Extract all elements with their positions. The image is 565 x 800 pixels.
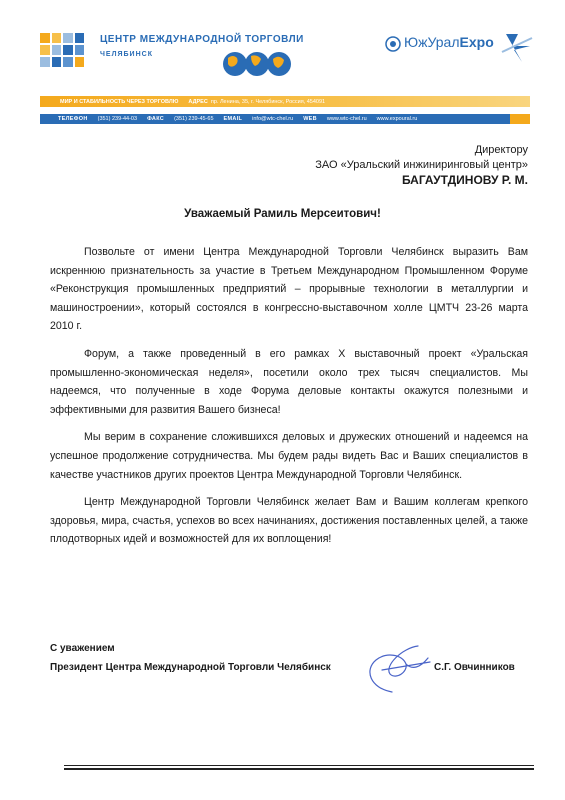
address-label: АДРЕС [188, 98, 208, 105]
fax: (351) 239-45-65 [174, 116, 214, 122]
web-label: WEB [303, 116, 317, 122]
band-accent [510, 114, 530, 124]
web-link-1: www.wtc-chel.ru [326, 116, 367, 122]
signer-name: С.Г. Овчинников [434, 662, 515, 673]
phone: (351) 239-44-03 [97, 116, 138, 122]
contacts-band [40, 114, 530, 124]
org-city: ЧЕЛЯБИНСК [100, 51, 153, 58]
expo-wordmark: ЮжУралExpo [404, 34, 494, 50]
org-name: ЦЕНТР МЕЖДУНАРОДНОЙ ТОРГОВЛИ [100, 34, 304, 45]
email-label: EMAIL [223, 116, 243, 122]
closing-block [50, 639, 530, 677]
paragraph: Мы верим в сохранение сложившихся деловых и дружеских отношений и надеемся на успешное продолжение сотрудничества. Мы будем рады видеть Вас и Ваших специалистов в качестве участников других проектов Центра Международной Торговли Челябинск. [50, 431, 528, 481]
letter-body [50, 243, 528, 558]
wtc-globes-logo [222, 48, 292, 80]
address: пр. Ленина, 35, г. Челябинск, Россия, 454091 [210, 98, 326, 105]
handwritten-signature [362, 640, 434, 700]
slogan-band [40, 96, 530, 107]
web-link-2: www.expoural.ru [376, 116, 418, 122]
addressee-block [315, 143, 528, 188]
footer-rule-thick [64, 768, 534, 770]
closing-title: Президент Центра Международной Торговли Челябинск [50, 662, 331, 673]
closing-regards: С уважением [50, 643, 115, 654]
greeting: Уважаемый Рамиль Мерсеитович! [184, 208, 381, 220]
fax-label: ФАКС [147, 116, 165, 122]
addressee-company: ЗАО «Уральский инжиниринговый центр» [315, 159, 528, 171]
addressee-position: Директору [474, 144, 528, 156]
paragraph: Позвольте от имени Центра Международной Торговли Челябинск выразить Вам искреннюю признательность за участие в Третьем Международном Промышленном Форуме «Реконструкция промышленных предприятий – прорывные технологии в металлургии и машиностроении», который состоялся в конгрессно-выставочном холле ЦМТЧ 23-26 марта 2010 г. [50, 246, 528, 333]
paragraph: Форум, а также проведенный в его рамках X выставочный проект «Уральская промышленно-экономическая неделя», посетили около трех тысяч специалистов. Мы надеемся, что полученные в ходе Форума деловые контакты окажутся полезными и эффективными для развития Вашего бизнеса! [50, 347, 528, 416]
footer-rule [64, 765, 534, 766]
phone-label: ТЕЛЕФОН [58, 116, 88, 122]
email-link: info@wtc-chel.ru [252, 116, 294, 122]
addressee-name: БАГАУТДИНОВУ Р. М. [402, 173, 528, 187]
slogan: МИР И СТАБИЛЬНОСТЬ ЧЕРЕЗ ТОРГОВЛЮ [60, 98, 179, 105]
paragraph: Центр Международной Торговли Челябинск желает Вам и Вашим коллегам крепкого здоровья, мира, счастья, успехов во всех начинаниях, достижения поставленных целей, а также плодотворных идей и возможностей для их воплощения! [50, 496, 528, 546]
wtc-logo-squares [40, 33, 84, 67]
